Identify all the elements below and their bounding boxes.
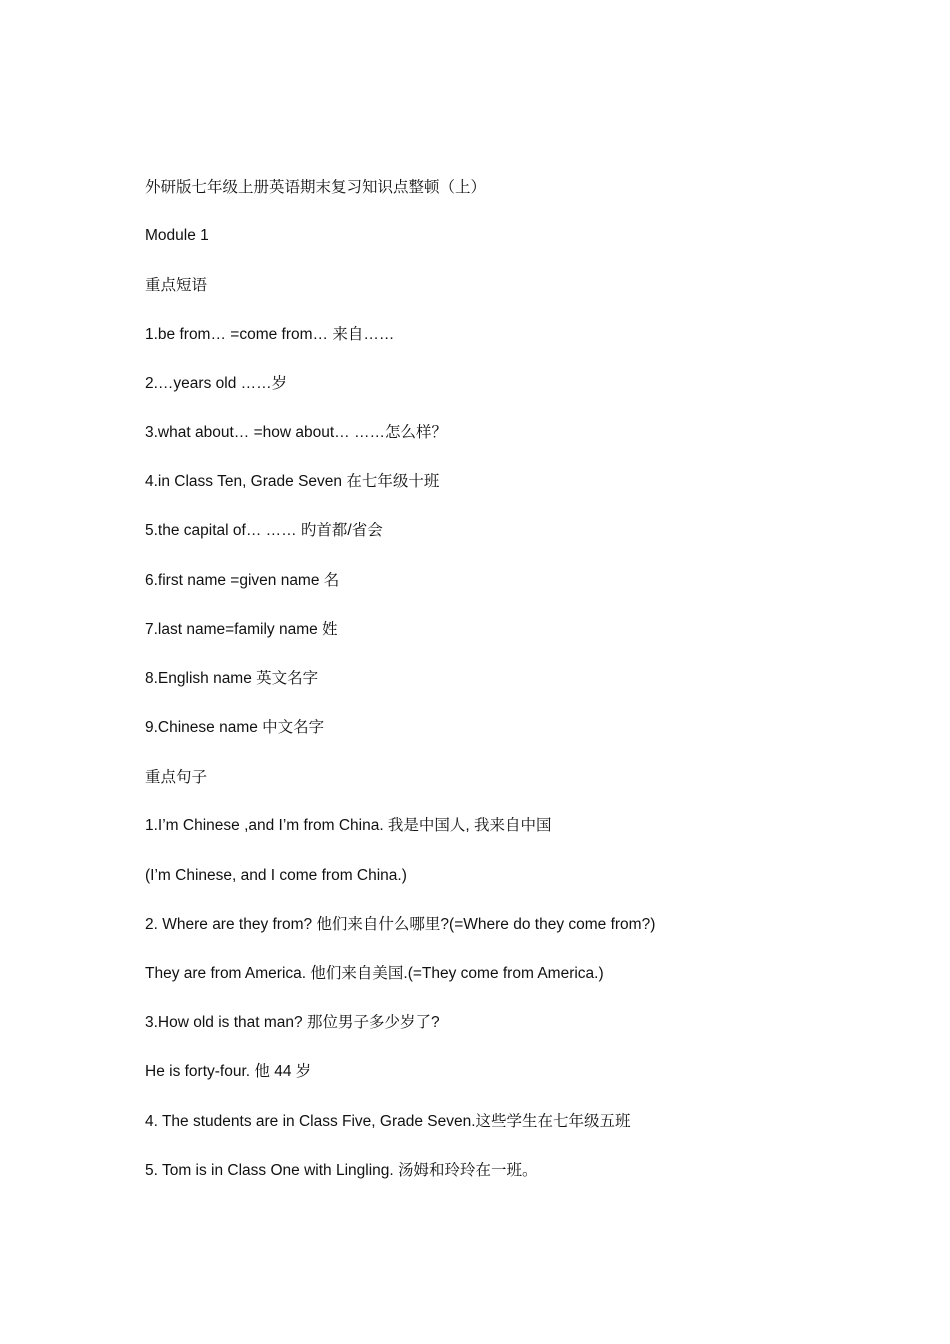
phrase-item: 1.be from… =come from… 来自……: [145, 325, 395, 343]
document-title: 外研版七年级上册英语期末复习知识点整顿（上）: [145, 178, 487, 196]
sentence-item: 1.I’m Chinese ,and I’m from China. 我是中国人, 我来自中国: [145, 817, 552, 835]
document-body: [145, 174, 845, 1207]
sentence-item: 4. The students are in Class Five, Grade Seven.这些学生在七年级五班: [145, 1112, 631, 1130]
sentence-item: 3.How old is that man? 那位男子多少岁了?: [145, 1014, 440, 1032]
phrase-item: 2.…years old ……岁: [145, 374, 288, 392]
phrase-item: 8.English name 英文名字: [145, 669, 319, 687]
phrase-item: 5.the capital of… …… 旳首都/省会: [145, 522, 383, 540]
sentence-item: He is forty-four. 他 44 岁: [145, 1063, 312, 1081]
sentence-item: They are from America. 他们来自美国.(=They come from America.): [145, 965, 604, 982]
sentence-item: (I’m Chinese, and I come from China.): [145, 866, 407, 884]
phrase-item: 9.Chinese name 中文名字: [145, 719, 325, 737]
phrase-item: 4.in Class Ten, Grade Seven 在七年级十班: [145, 473, 440, 491]
phrase-item: 3.what about… =how about… ……怎么样？: [145, 423, 447, 441]
phrases-heading: 重点短语: [145, 276, 208, 295]
phrase-item: 6.first name =given name 名: [145, 571, 340, 589]
sentences-heading: 重点句子: [145, 768, 208, 787]
module-heading: Module 1: [145, 227, 209, 245]
sentence-item: 2. Where are they from? 他们来自什么哪里?(=Where do they come from?): [145, 915, 656, 933]
sentence-item: 5. Tom is in Class One with Lingling. 汤姆和玲玲在一班。: [145, 1161, 538, 1179]
phrase-item: 7.last name=family name 姓: [145, 620, 338, 638]
